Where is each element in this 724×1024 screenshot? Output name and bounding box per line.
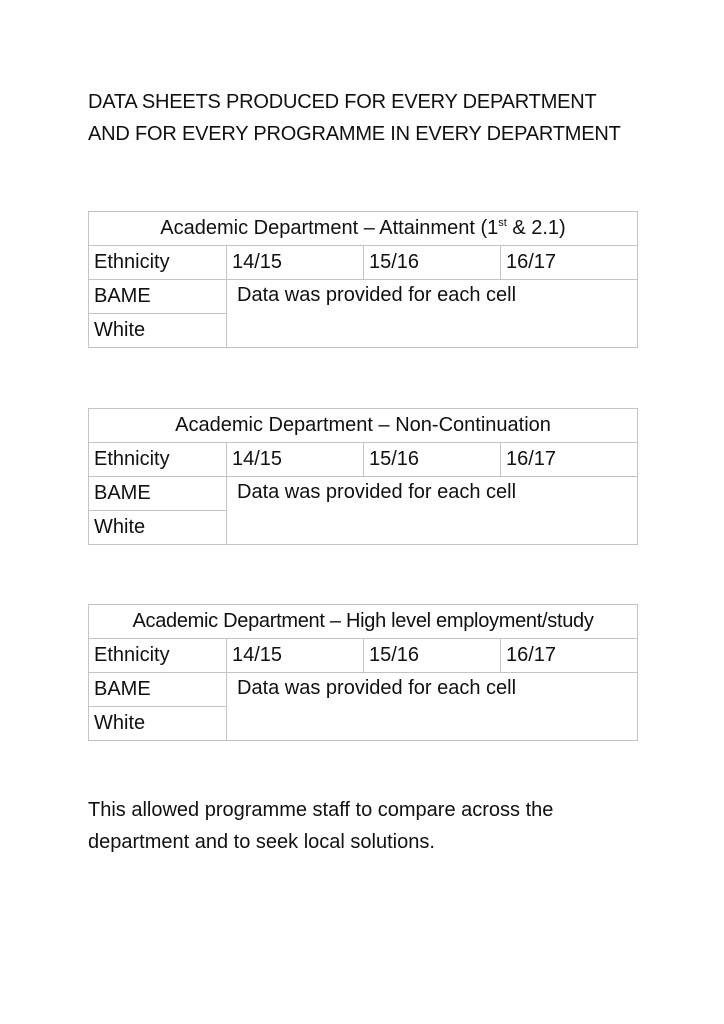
header-year-1415: 14/15 xyxy=(227,639,364,673)
title-suffix: & 2.1) xyxy=(506,217,566,239)
table-title xyxy=(89,212,638,246)
header-year-1617: 16/17 xyxy=(501,246,638,280)
employment-study-table xyxy=(88,604,638,741)
header-ethnicity: Ethnicity xyxy=(89,443,227,477)
header-ethnicity: Ethnicity xyxy=(89,639,227,673)
header-year-1415: 14/15 xyxy=(227,443,364,477)
page-heading xyxy=(88,86,668,150)
row-label-bame: BAME xyxy=(89,477,227,511)
summary-line-2: department and to seek local solutions. xyxy=(88,831,435,853)
title-prefix: Academic Department – Attainment (1 xyxy=(160,217,499,239)
merged-data-cell: Data was provided for each cell xyxy=(227,673,638,741)
table-title: Academic Department – High level employment/study xyxy=(89,605,638,639)
table-title-row xyxy=(89,409,638,443)
heading-line-2: AND FOR EVERY PROGRAMME IN EVERY DEPARTMENT xyxy=(88,123,621,145)
row-label-white: White xyxy=(89,707,227,741)
heading-line-1: DATA SHEETS PRODUCED FOR EVERY DEPARTMENT xyxy=(88,91,597,113)
table-header-row xyxy=(89,246,638,280)
table-row xyxy=(89,673,638,707)
table-title: Academic Department – Non-Continuation xyxy=(89,409,638,443)
table-row xyxy=(89,280,638,314)
header-year-1516: 15/16 xyxy=(364,639,501,673)
title-superscript: st xyxy=(498,217,507,229)
header-ethnicity: Ethnicity xyxy=(89,246,227,280)
header-year-1617: 16/17 xyxy=(501,639,638,673)
header-year-1516: 15/16 xyxy=(364,246,501,280)
header-year-1516: 15/16 xyxy=(364,443,501,477)
header-year-1617: 16/17 xyxy=(501,443,638,477)
summary-paragraph xyxy=(88,794,648,858)
non-continuation-table xyxy=(88,408,638,545)
summary-line-1: This allowed programme staff to compare across the xyxy=(88,799,554,821)
table-title-row xyxy=(89,212,638,246)
row-label-white: White xyxy=(89,511,227,545)
table-title-row xyxy=(89,605,638,639)
table-header-row xyxy=(89,443,638,477)
header-year-1415: 14/15 xyxy=(227,246,364,280)
row-label-bame: BAME xyxy=(89,673,227,707)
table-row xyxy=(89,477,638,511)
attainment-table xyxy=(88,211,638,348)
row-label-white: White xyxy=(89,314,227,348)
row-label-bame: BAME xyxy=(89,280,227,314)
merged-data-cell: Data was provided for each cell xyxy=(227,280,638,348)
merged-data-cell: Data was provided for each cell xyxy=(227,477,638,545)
table-header-row xyxy=(89,639,638,673)
